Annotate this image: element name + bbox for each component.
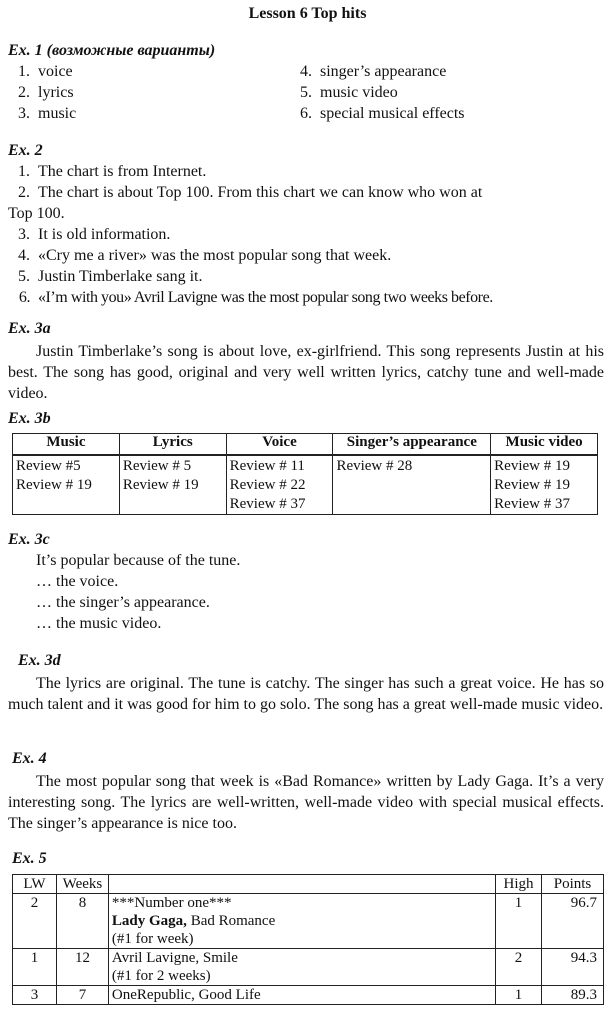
ex3b-heading: Ex. 3b bbox=[8, 410, 51, 427]
ex3b-cell-music: Review #5 Review # 19 bbox=[13, 455, 120, 515]
ex1-item-1: 1. voice bbox=[18, 63, 73, 80]
ex5-table bbox=[12, 874, 604, 1005]
table-row bbox=[13, 949, 604, 986]
ex3d-heading: Ex. 3d bbox=[18, 652, 61, 669]
ex2-item-1: 1. The chart is from Internet. bbox=[18, 163, 207, 180]
ex3b-header-voice: Voice bbox=[226, 434, 333, 456]
table-row bbox=[13, 986, 604, 1005]
ex3b-cell-lyrics: Review # 5 Review # 19 bbox=[119, 455, 226, 515]
ex5-weeks: 8 bbox=[56, 894, 108, 949]
ex3b-cell-voice: Review # 11 Review # 22 Review # 37 bbox=[226, 455, 333, 515]
ex1-item-6: 6. special musical effects bbox=[300, 105, 465, 122]
ex3c-line-4: … the music video. bbox=[36, 615, 162, 632]
ex1-note: (возможные варианты) bbox=[46, 42, 216, 59]
ex5-heading: Ex. 5 bbox=[12, 850, 47, 867]
table-row bbox=[13, 894, 604, 949]
ex5-high: 2 bbox=[496, 949, 542, 986]
ex4-heading: Ex. 4 bbox=[12, 750, 47, 767]
ex3b-header-music: Music bbox=[13, 434, 120, 456]
ex3b-cell-appearance: Review # 28 bbox=[333, 455, 491, 515]
ex3d-text: The lyrics are original. The tune is catchy. The singer has such a great voice. He has so much talent and it was good for him to go solo. The song has a great well-made music video. bbox=[8, 675, 604, 713]
ex5-header-points: Points bbox=[542, 875, 604, 894]
ex3b-header-row bbox=[13, 434, 598, 456]
ex3b-table bbox=[12, 433, 598, 515]
ex1-item-5: 5. music video bbox=[300, 84, 398, 101]
ex3c-heading: Ex. 3c bbox=[8, 531, 50, 548]
ex3b-cell-video: Review # 19 Review # 19 Review # 37 bbox=[491, 455, 598, 515]
ex5-header-high: High bbox=[496, 875, 542, 894]
ex5-high: 1 bbox=[496, 986, 542, 1005]
ex5-header-lw: LW bbox=[13, 875, 57, 894]
ex5-song: Avril Lavigne, Smile (#1 for 2 weeks) bbox=[108, 949, 495, 986]
ex5-header-row bbox=[13, 875, 604, 894]
ex5-points: 96.7 bbox=[542, 894, 604, 949]
ex5-points: 89.3 bbox=[542, 986, 604, 1005]
ex1-label: Ex. 1 bbox=[8, 42, 43, 59]
ex2-item-2: 2. The chart is about Top 100. From this chart we can know who won at bbox=[18, 184, 483, 201]
ex3b-header-appearance: Singer’s appearance bbox=[333, 434, 491, 456]
ex2-item-3: 3. It is old information. bbox=[18, 226, 171, 243]
ex1-item-3: 3. music bbox=[18, 105, 77, 122]
ex5-high: 1 bbox=[496, 894, 542, 949]
page-title: Lesson 6 Top hits bbox=[248, 5, 367, 22]
ex5-song: OneRepublic, Good Life bbox=[108, 986, 495, 1005]
ex3c-line-1: It’s popular because of the tune. bbox=[36, 552, 241, 569]
ex5-header-song bbox=[108, 875, 495, 894]
ex2-item-4: 4. «Cry me a river» was the most popular song that week. bbox=[18, 247, 392, 264]
ex2-item-2-cont: Top 100. bbox=[8, 205, 65, 222]
ex5-header-weeks: Weeks bbox=[56, 875, 108, 894]
ex3b-body-row bbox=[13, 455, 598, 515]
ex2-item-6: 6. «I’m with you» Avril Lavigne was the most popular song two weeks before. bbox=[18, 289, 493, 306]
ex1-item-2: 2. lyrics bbox=[18, 84, 74, 101]
ex5-lw: 2 bbox=[13, 894, 57, 949]
ex3b-header-video: Music video bbox=[491, 434, 598, 456]
ex5-artist: Lady Gaga, bbox=[111, 913, 187, 929]
ex5-lw: 1 bbox=[13, 949, 57, 986]
ex5-points: 94.3 bbox=[542, 949, 604, 986]
ex2-item-5: 5. Justin Timberlake sang it. bbox=[18, 268, 203, 285]
ex3a-heading: Ex. 3a bbox=[8, 320, 51, 337]
ex1-item-4: 4. singer’s appearance bbox=[300, 63, 447, 80]
ex3a-text: Justin Timberlake’s song is about love, ex-girlfriend. This song represents Justin at his best. The song has good, original and very well written lyrics, catchy tune and well-made video. bbox=[8, 343, 604, 402]
ex5-lw: 3 bbox=[13, 986, 57, 1005]
ex3c-line-2: … the voice. bbox=[36, 573, 119, 590]
ex5-weeks: 7 bbox=[56, 986, 108, 1005]
ex3b-header-lyrics: Lyrics bbox=[119, 434, 226, 456]
ex5-song: ***Number one*** Lady Gaga, Bad Romance (#1 for week) bbox=[108, 894, 495, 949]
ex3c-line-3: … the singer’s appearance. bbox=[36, 594, 210, 611]
ex2-heading: Ex. 2 bbox=[8, 142, 43, 159]
ex4-text: The most popular song that week is «Bad Romance» written by Lady Gaga. It’s a very interesting song. The lyrics are well-written, well-made video with special musical effects. The singer’s appearance is nice too. bbox=[8, 773, 604, 832]
ex1-heading bbox=[8, 42, 215, 60]
ex5-weeks: 12 bbox=[56, 949, 108, 986]
